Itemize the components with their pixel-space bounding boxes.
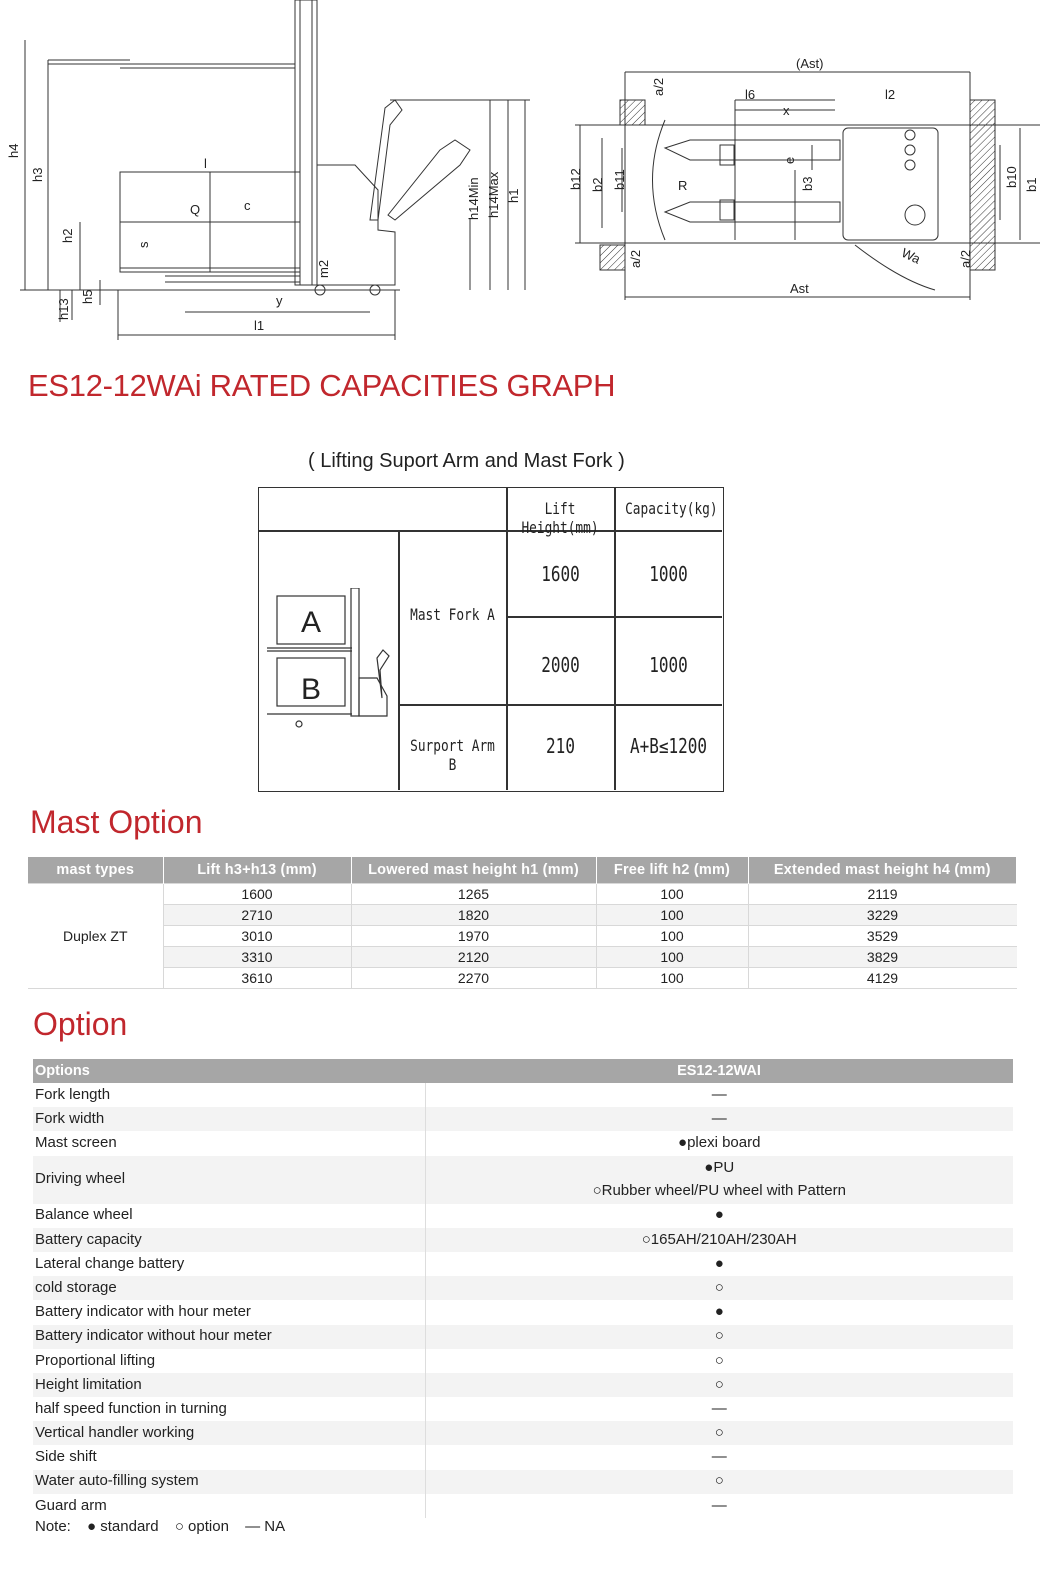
header-extended: Extended mast height h4 (mm)	[748, 857, 1017, 883]
svg-text:h14Max: h14Max	[486, 171, 501, 218]
option-value	[425, 1156, 1013, 1204]
option-name: half speed function in turning	[33, 1397, 425, 1421]
capacities-subtitle: ( Lifting Suport Arm and Mast Fork )	[308, 450, 625, 472]
table-cell: 1600	[163, 883, 351, 904]
legend-note	[35, 1518, 297, 1535]
technical-drawings	[0, 0, 1060, 345]
table-row	[28, 967, 1017, 988]
option-value: ●	[714, 1206, 724, 1224]
option-name: Side shift	[33, 1445, 425, 1469]
table-row	[33, 1300, 1013, 1324]
svg-text:Wa: Wa	[899, 245, 923, 267]
svg-text:h1: h1	[506, 188, 521, 203]
table-cell: 3529	[748, 925, 1017, 946]
table-cell: 100	[596, 883, 748, 904]
table-row	[33, 1107, 1013, 1131]
option-name: Guard arm	[33, 1494, 425, 1518]
table-cell: 100	[596, 946, 748, 967]
option-name: Height limitation	[33, 1373, 425, 1397]
header-mast-types: mast types	[28, 857, 163, 883]
option-value: —	[425, 1107, 1013, 1131]
option-name: cold storage	[33, 1276, 425, 1300]
option-title: Option	[33, 1006, 128, 1042]
table-row	[28, 925, 1017, 946]
header-free-lift: Free lift h2 (mm)	[596, 857, 748, 883]
table-row	[33, 1470, 1013, 1494]
option-name: Water auto-filling system	[33, 1470, 425, 1494]
table-row	[33, 1156, 1013, 1204]
svg-text:Ast: Ast	[790, 281, 809, 296]
svg-text:b3: b3	[800, 176, 815, 191]
option-value: —	[711, 1085, 727, 1103]
table-row	[33, 1131, 1013, 1155]
table-row	[28, 883, 1017, 904]
table-row	[33, 1325, 1013, 1349]
svg-text:b2: b2	[590, 177, 605, 192]
table-cell: 2710	[163, 904, 351, 925]
table-row	[33, 1228, 1013, 1252]
table-cell: 1970	[351, 925, 596, 946]
svg-text:b12: b12	[568, 168, 583, 190]
lift-value: 2000	[541, 653, 580, 677]
col-capacity: Capacity(kg)	[625, 499, 718, 518]
option-value: ○	[425, 1276, 1013, 1300]
svg-text:a/2: a/2	[628, 249, 643, 268]
option-name: Balance wheel	[33, 1204, 425, 1228]
label-a: A	[300, 606, 321, 639]
table-cell: 3229	[748, 904, 1017, 925]
table-cell: 100	[596, 904, 748, 925]
option-value: —	[711, 1496, 727, 1514]
svg-text:x: x	[783, 103, 790, 118]
svg-text:h3: h3	[30, 167, 45, 182]
lift-value: 1600	[541, 562, 580, 586]
option-value: ●plexi board	[678, 1134, 761, 1152]
cap-value: A+B≤1200	[629, 734, 708, 758]
note-standard: ● standard	[87, 1518, 159, 1535]
note-label: Note:	[35, 1518, 71, 1535]
table-row	[28, 904, 1017, 925]
table-row	[33, 1421, 1013, 1445]
svg-text:y: y	[276, 293, 283, 308]
note-option: ○ option	[174, 1518, 229, 1535]
svg-text:(Ast): (Ast)	[796, 56, 824, 71]
mast-type-cell: Duplex ZT	[28, 883, 163, 988]
table-cell: 1265	[351, 883, 596, 904]
option-name: Battery capacity	[33, 1228, 425, 1252]
support-arm-label: Surport Arm B	[410, 736, 495, 774]
svg-text:h4: h4	[6, 143, 21, 158]
capacities-chart	[258, 487, 724, 792]
table-row	[33, 1397, 1013, 1421]
option-name: Proportional lifting	[33, 1349, 425, 1373]
label-b: B	[300, 673, 321, 706]
cap-value: 1000	[649, 653, 688, 677]
svg-text:a/2: a/2	[651, 77, 666, 96]
option-value: ○	[425, 1421, 1013, 1445]
svg-text:l6: l6	[745, 87, 756, 102]
table-cell: 100	[596, 967, 748, 988]
option-value-line: ○Rubber wheel/PU wheel with Pattern	[592, 1181, 846, 1199]
svg-text:h5: h5	[80, 289, 95, 304]
option-name: Driving wheel	[33, 1156, 425, 1204]
option-name: Battery indicator without hour meter	[33, 1325, 425, 1349]
header-model: ES12-12WAI	[425, 1059, 1013, 1083]
lift-value: 210	[546, 734, 575, 758]
option-table-header	[33, 1059, 1013, 1083]
svg-text:R: R	[678, 178, 688, 193]
note-na: — NA	[245, 1518, 286, 1535]
option-name: Fork length	[33, 1083, 425, 1107]
table-row	[33, 1083, 1013, 1107]
option-value-line: ●PU	[704, 1159, 735, 1177]
header-options: Options	[33, 1059, 425, 1083]
svg-text:a/2: a/2	[958, 249, 973, 268]
table-row	[33, 1349, 1013, 1373]
option-value: ○165AH/210AH/230AH	[425, 1228, 1013, 1252]
svg-text:b1: b1	[1024, 177, 1039, 192]
svg-text:Q: Q	[190, 202, 201, 217]
option-value: —	[711, 1448, 727, 1466]
table-cell: 100	[596, 925, 748, 946]
svg-text:h13: h13	[56, 298, 71, 320]
option-name: Mast screen	[33, 1131, 425, 1155]
svg-text:l: l	[204, 156, 207, 171]
col-lift-height: Lift Height(mm)	[521, 499, 599, 537]
table-cell: 4129	[748, 967, 1017, 988]
table-row	[33, 1276, 1013, 1300]
table-row	[33, 1373, 1013, 1397]
option-name: Lateral change battery	[33, 1252, 425, 1276]
mast-fork-label: Mast Fork A	[410, 605, 495, 624]
option-name: Vertical handler working	[33, 1421, 425, 1445]
option-value: ○	[425, 1470, 1013, 1494]
svg-text:m2: m2	[316, 259, 331, 278]
cap-value: 1000	[649, 562, 688, 586]
option-value: ●	[714, 1303, 724, 1321]
table-row	[28, 946, 1017, 967]
table-cell: 3829	[748, 946, 1017, 967]
table-cell: 3310	[163, 946, 351, 967]
svg-text:b10: b10	[1004, 166, 1019, 188]
option-value: ○	[425, 1325, 1013, 1349]
svg-text:l2: l2	[885, 87, 896, 102]
option-table	[33, 1059, 1013, 1518]
option-value: ●	[714, 1254, 724, 1272]
option-value: ○	[425, 1373, 1013, 1397]
option-name: Fork width	[33, 1107, 425, 1131]
capacities-graph-title: ES12-12WAi RATED CAPACITIES GRAPH	[28, 368, 616, 403]
svg-text:l1: l1	[254, 318, 265, 333]
mast-option-table	[28, 857, 1017, 989]
table-row	[33, 1204, 1013, 1228]
table-cell: 2119	[748, 883, 1017, 904]
svg-text:h2: h2	[60, 228, 75, 243]
table-row	[33, 1252, 1013, 1276]
table-row	[33, 1445, 1013, 1469]
table-row	[33, 1494, 1013, 1518]
mast-option-title: Mast Option	[30, 804, 203, 840]
header-lift: Lift h3+h13 (mm)	[163, 857, 351, 883]
table-cell: 2120	[351, 946, 596, 967]
table-cell: 3610	[163, 967, 351, 988]
svg-text:h14Min: h14Min	[466, 177, 481, 220]
svg-text:e: e	[782, 156, 797, 164]
svg-text:b11: b11	[612, 169, 627, 190]
header-lowered: Lowered mast height h1 (mm)	[351, 857, 596, 883]
option-value: ○	[714, 1351, 724, 1369]
svg-text:s: s	[136, 241, 151, 248]
table-cell: 3010	[163, 925, 351, 946]
option-name: Battery indicator with hour meter	[33, 1300, 425, 1324]
svg-text:c: c	[244, 198, 251, 213]
table-cell: 2270	[351, 967, 596, 988]
mast-table-header	[28, 857, 1017, 883]
option-value: —	[711, 1399, 727, 1417]
table-cell: 1820	[351, 904, 596, 925]
side-view-drawing	[0, 0, 1060, 345]
